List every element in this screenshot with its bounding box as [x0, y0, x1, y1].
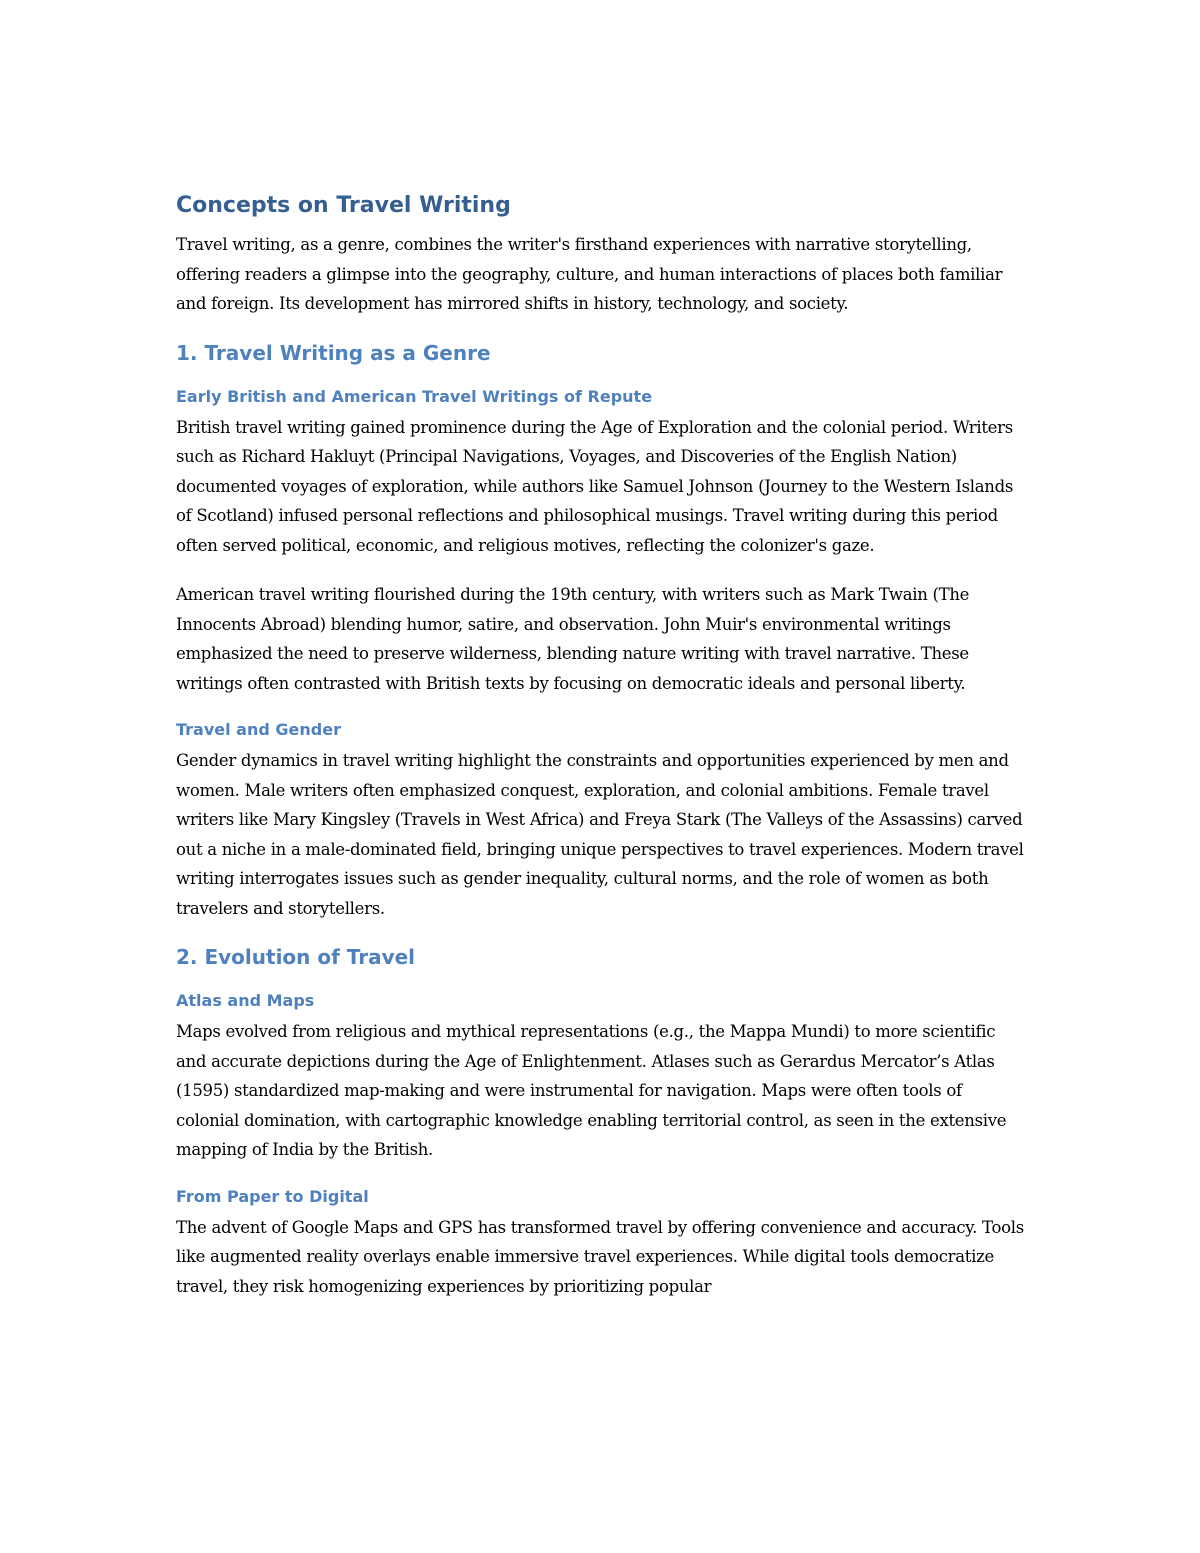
subsection-early-writings: [176, 385, 1026, 699]
subsection-atlas-and-maps: [176, 989, 1026, 1165]
paragraph: Maps evolved from religious and mythical representations (e.g., the Mappa Mundi) to more scientific and accurate depictions during the Age of Enlightenment. Atlases such as Gerardus Mercator’s Atlas (1595) standardized map-making and were instrumental for navigation. Maps were often tools of colonial domination, with cartographic knowledge enabling territorial control, as seen in the extensive mapping of India by the British.: [176, 1022, 1007, 1159]
subsection-travel-and-gender: [176, 718, 1026, 923]
subsection-paper-to-digital: [176, 1185, 1026, 1302]
subsection-heading: From Paper to Digital: [176, 1186, 369, 1206]
paragraph: British travel writing gained prominence during the Age of Exploration and the colonial period. Writers such as Richard Hakluyt (Principal Navigations, Voyages, and Discoveries of the English Nation) documented voyages of exploration, while authors like Samuel Johnson (Journey to the Western Islands of Scotland) infused personal reflections and philosophical musings. Travel writing during this period often served political, economic, and religious motives, reflecting the colonizer's gaze.: [176, 417, 1014, 555]
subsection-heading: Travel and Gender: [176, 720, 341, 739]
paragraph: Gender dynamics in travel writing highlight the constraints and opportunities experienced by men and women. Male writers often emphasized conquest, exploration, and colonial ambitions. Female travel writers like Mary Kingsley (Travels in West Africa) and Freya Stark (The Valleys of the Assassins) carved out a niche in a male-dominated field, bringing unique perspectives to travel experiences. Modern travel writing interrogates issues such as gender inequality, cultural norms, and the role of women as both travelers and storytellers.: [176, 751, 1024, 918]
paragraph: American travel writing flourished during the 19th century, with writers such as Mark Twain (The Innocents Abroad) blending humor, satire, and observation. John Muir's environmental writings emphasized the need to preserve wilderness, blending nature writing with travel narrative. These writings often contrasted with British texts by focusing on democratic ideals and personal liberty.: [176, 585, 970, 693]
document-body: [176, 190, 1026, 1321]
section-travel-writing-genre: [176, 339, 1026, 924]
paragraph: The advent of Google Maps and GPS has transformed travel by offering convenience and accuracy. Tools like augmented reality overlays enable immersive travel experiences. While digital tools democratize travel, they risk homogenizing experiences by prioritizing popular: [176, 1217, 1024, 1296]
section-heading: 2. Evolution of Travel: [176, 945, 416, 969]
subsection-heading: Atlas and Maps: [176, 991, 315, 1010]
section-evolution-of-travel: [176, 943, 1026, 1301]
section-heading: 1. Travel Writing as a Genre: [176, 340, 491, 365]
intro-paragraph: Travel writing, as a genre, combines the writer's firsthand experiences with narrative storytelling, offering readers a glimpse into the geography, culture, and human interactions of places both familiar and foreign. Its development has mirrored shifts in history, technology, and society.: [176, 235, 1003, 313]
document-title: Concepts on Travel Writing: [176, 193, 511, 218]
subsection-heading: Early British and American Travel Writings of Repute: [176, 386, 653, 406]
